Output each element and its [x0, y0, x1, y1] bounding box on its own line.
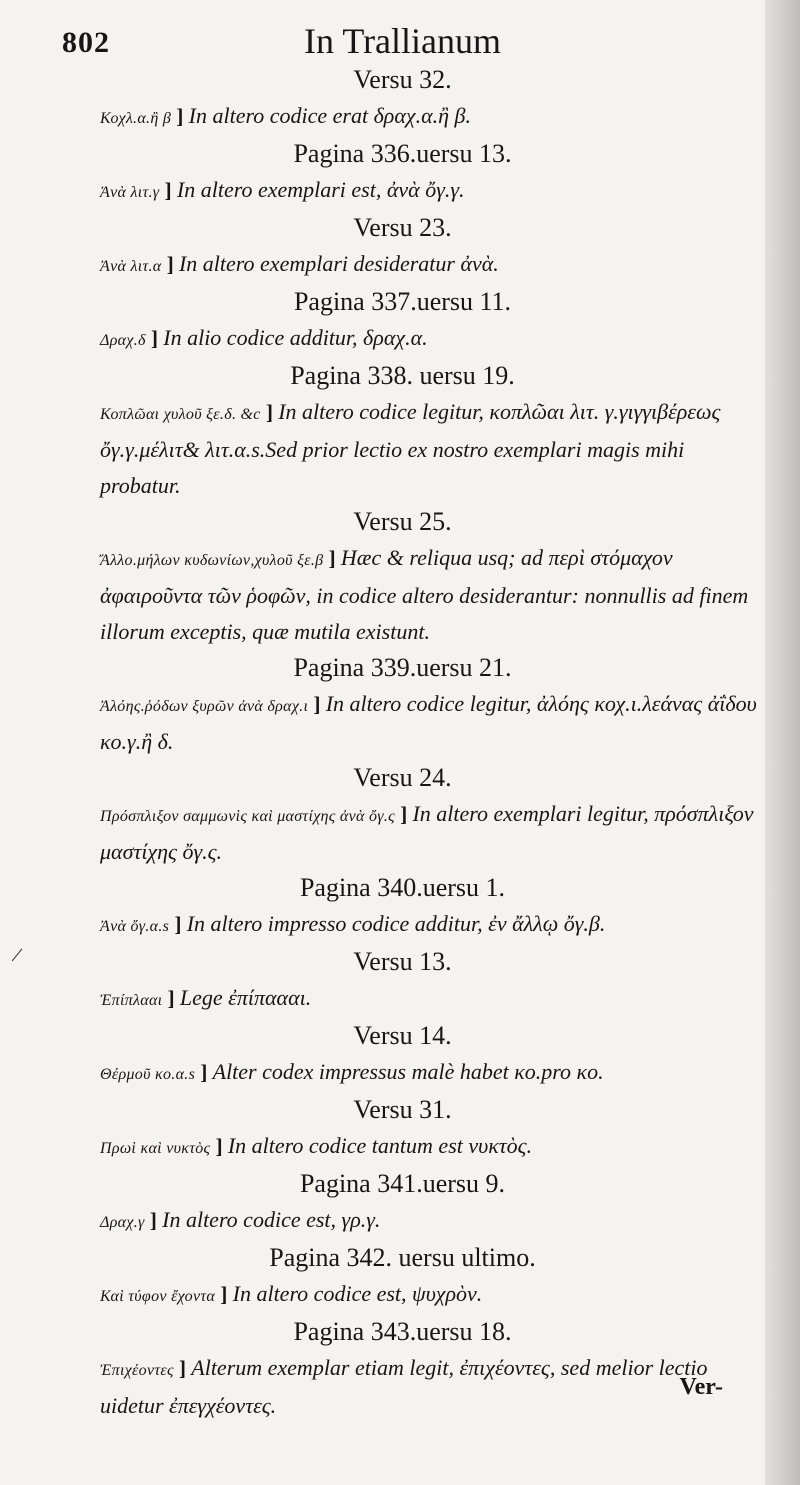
annotation-entry [100, 1276, 765, 1314]
entry-lemma: Δραχ.γ [100, 1214, 145, 1231]
running-title: In Trallianum [304, 21, 502, 61]
entry-note: Alter codex impressus malè habet κο.pro κο. [212, 1059, 604, 1084]
entry-lemma: Ἄλλο.μήλων κυδωνίων,χυλοῦ ξε.β [100, 552, 324, 569]
page-edge [762, 0, 800, 1485]
annotation-entry [100, 1054, 765, 1092]
bracket-icon: ] [323, 546, 341, 570]
entry-lemma: Καὶ τύφον ἔχοντα [100, 1288, 216, 1305]
section-heading: Pagina 340.uersu 1. [299, 873, 506, 902]
section-heading: Pagina 337.uersu 11. [293, 287, 512, 316]
bracket-icon: ] [173, 1356, 192, 1380]
page-content [100, 62, 765, 1424]
annotation-entry [100, 98, 765, 136]
section-heading: Versu 13. [353, 947, 452, 976]
entry-lemma: Ἐπίπλααι [100, 992, 163, 1009]
annotation-entry [100, 540, 765, 650]
bracket-icon: ] [162, 986, 180, 1010]
bracket-icon: ] [260, 400, 279, 424]
entry-note: In altero exemplari legitur, πρόσπλιξον μαστίχης ὄγ.ς. [100, 801, 754, 864]
section-heading: Pagina 338. uersu 19. [290, 361, 515, 390]
annotation-entry [100, 980, 765, 1018]
section-heading: Pagina 343.uersu 18. [293, 1317, 512, 1346]
annotation-entry [100, 172, 765, 210]
entry-lemma: Ἀνὰ ὄγ.α.s [100, 918, 170, 935]
entry-note: In altero codice legitur, ἀλόης κοχ.ι.λεάνας ἀΐδου κο.γ.ἢ δ. [100, 691, 757, 754]
annotation-entry [100, 394, 765, 504]
bracket-icon: ] [195, 1060, 213, 1084]
section-heading: Pagina 339.uersu 21. [293, 653, 512, 682]
bracket-icon: ] [394, 802, 413, 826]
entry-lemma: Πρωὶ καὶ νυκτὸς [100, 1140, 211, 1157]
entry-note: In altero impresso codice additur, ἐν ἄλλῳ ὄγ.β. [186, 911, 606, 936]
entry-note: In altero exemplari desideratur ἀνὰ. [178, 251, 499, 276]
annotation-entry [100, 320, 765, 358]
annotation-entry [100, 906, 765, 944]
bracket-icon: ] [169, 912, 187, 936]
section-heading: Versu 31. [353, 1095, 452, 1124]
bracket-icon: ] [161, 252, 179, 276]
entry-note: Alterum exemplar etiam legit, ἐπιχέοντες, sed melior lectio uidetur ἐπεγχέοντες. [100, 1355, 708, 1418]
entry-note: Hæc & reliqua usq; ad περὶ στόμαχον ἀφαιροῦντα τῶν ῥοφῶν, in codice altero desiderantur: nonnullis ad finem illorum exceptis, quæ mutila existunt. [100, 545, 749, 644]
entry-lemma: Δραχ.δ [100, 332, 146, 349]
annotation-entry [100, 1128, 765, 1166]
entry-lemma: Ἀλόης.ῥόδων ξυρῶν ἀνὰ δραχ.ι [100, 698, 309, 715]
section-heading: Versu 25. [353, 507, 452, 536]
entry-note: In altero codice tantum est νυκτὸς. [227, 1133, 533, 1158]
bracket-icon: ] [159, 178, 177, 202]
entry-note: Lege ἐπίπαααι. [179, 985, 312, 1010]
bracket-icon: ] [210, 1134, 228, 1158]
section-heading: Versu 24. [353, 763, 452, 792]
entry-lemma: Κοχλ.α.ἢ β [100, 110, 172, 127]
annotation-entry [100, 1202, 765, 1240]
entry-lemma: Πρόσπλιξον σαμμωνὶς καὶ μαστίχης ἀνὰ ὄγ.ς [100, 808, 395, 825]
annotation-entry [100, 246, 765, 284]
bracket-icon: ] [145, 326, 164, 350]
entry-note: In altero codice est, γρ.γ. [162, 1207, 381, 1232]
section-heading: Versu 32. [353, 65, 452, 94]
entry-note: In altero codice erat δραχ.α.ἢ β. [188, 103, 472, 128]
section-heading: Versu 23. [353, 213, 452, 242]
annotation-entry [100, 1350, 765, 1424]
bracket-icon: ] [215, 1282, 233, 1306]
bracket-icon: ] [171, 104, 189, 128]
entry-lemma: Ἀνὰ λιτ.α [100, 258, 162, 275]
entry-lemma: Κοπλῶαι χυλοῦ ξε.δ. &c [100, 406, 261, 423]
page-header [62, 18, 725, 66]
annotation-entry [100, 796, 765, 870]
page-number: 802 [62, 26, 110, 59]
margin-mark: / [10, 941, 25, 968]
entry-note: In alio codice additur, δραχ.α. [163, 325, 428, 350]
entry-note: In altero exemplari est, ἀνὰ ὄγ.γ. [176, 177, 465, 202]
bracket-icon: ] [144, 1208, 163, 1232]
entry-note: In altero codice legitur, κοπλῶαι λιτ. γ.γιγγιβέρεως ὄγ.γ.μέλιτ& λιτ.α.s.Sed prior lectio ex nostro exemplari magis mihi probatur. [100, 399, 721, 498]
entry-lemma: Ἐπιχέοντες [100, 1362, 174, 1379]
bracket-icon: ] [308, 692, 326, 716]
section-heading: Versu 14. [353, 1021, 452, 1050]
section-heading: Pagina 341.uersu 9. [299, 1169, 506, 1198]
entry-note: In altero codice est, ψυχρὸν. [232, 1281, 483, 1306]
section-heading: Pagina 342. uersu ultimo. [269, 1243, 536, 1272]
entry-lemma: Θέρμοῦ κο.α.s [100, 1066, 196, 1083]
entry-lemma: Ἀνὰ λιτ.γ [100, 184, 160, 201]
section-heading: Pagina 336.uersu 13. [293, 139, 512, 168]
annotation-entry [100, 686, 765, 760]
catchword: Ver- [679, 1374, 723, 1400]
